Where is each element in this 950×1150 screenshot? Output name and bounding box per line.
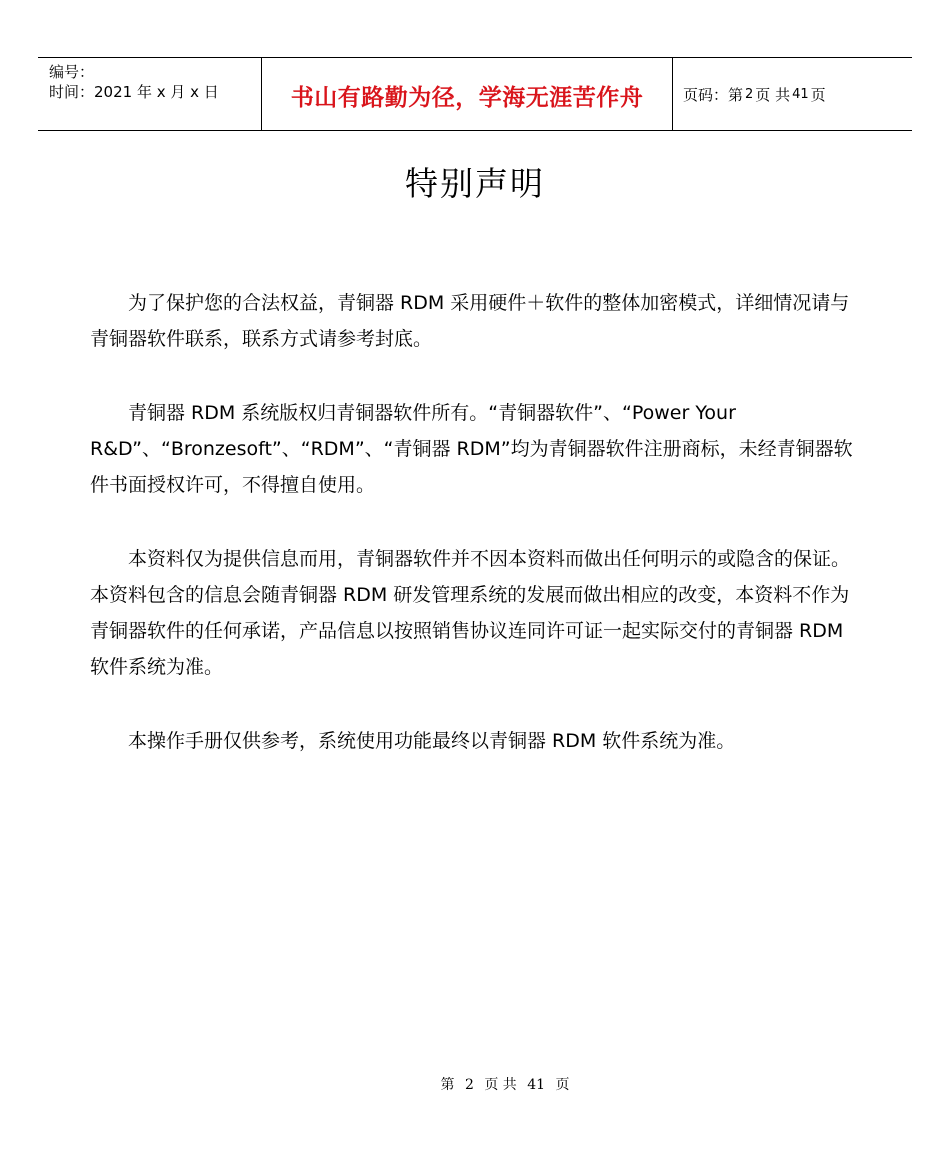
footer-page-total: 41 — [527, 1077, 546, 1093]
header-motto: 书山有路勤为径，学海无涯苦作舟 — [290, 84, 644, 111]
header-page-total: 41 — [792, 86, 809, 102]
footer-page-mid: 页 共 — [484, 1077, 517, 1093]
footer-prefix: 第 — [440, 1077, 455, 1093]
paragraph-disclaimer: 本资料仅为提供信息而用，青铜器软件并不因本资料而做出任何明示的或隐含的保证。本资料包含的信息会随青铜器 RDM 研发管理系统的发展而做出相应的改变，本资料不作为青铜器软件的任何承诺，产品信息以按照销售协议连同许可证一起实际交付的青铜器 RDM 软件系统为准。 — [90, 548, 851, 678]
header-motto-cell — [261, 58, 673, 130]
paragraph-copyright: 青铜器 RDM 系统版权归青铜器软件所有。“青铜器软件”、“Power Your R&D”、“Bronzesoft”、“RDM”、“青铜器 RDM”均为青铜器软件注册商标，未经青铜器软件书面授权许可，不得擅自使用。 — [90, 402, 853, 496]
header-meta — [38, 58, 261, 130]
footer-suffix: 页 — [555, 1077, 570, 1093]
header-page-suffix: 页 — [810, 85, 826, 104]
page-header — [38, 57, 912, 131]
header-page-indicator — [673, 58, 912, 130]
document-time-label: 时间：2021 年 x 月 x 日 — [49, 83, 219, 101]
statement-body — [90, 285, 860, 797]
paragraph-manual-note: 本操作手册仅供参考，系统使用功能最终以青铜器 RDM 软件系统为准。 — [128, 730, 736, 752]
document-number-label: 编号： — [49, 63, 95, 81]
footer-page-current: 2 — [464, 1077, 474, 1093]
page-footer — [0, 1074, 950, 1094]
paragraph-protection: 为了保护您的合法权益，青铜器 RDM 采用硬件＋软件的整体加密模式，详细情况请与青铜器软件联系，联系方式请参考封底。 — [90, 292, 850, 350]
header-page-prefix: 页码：第 — [683, 85, 744, 104]
header-page-mid: 页 共 — [755, 85, 791, 104]
header-page-current: 2 — [745, 86, 754, 102]
page-title: 特别声明 — [405, 164, 545, 203]
